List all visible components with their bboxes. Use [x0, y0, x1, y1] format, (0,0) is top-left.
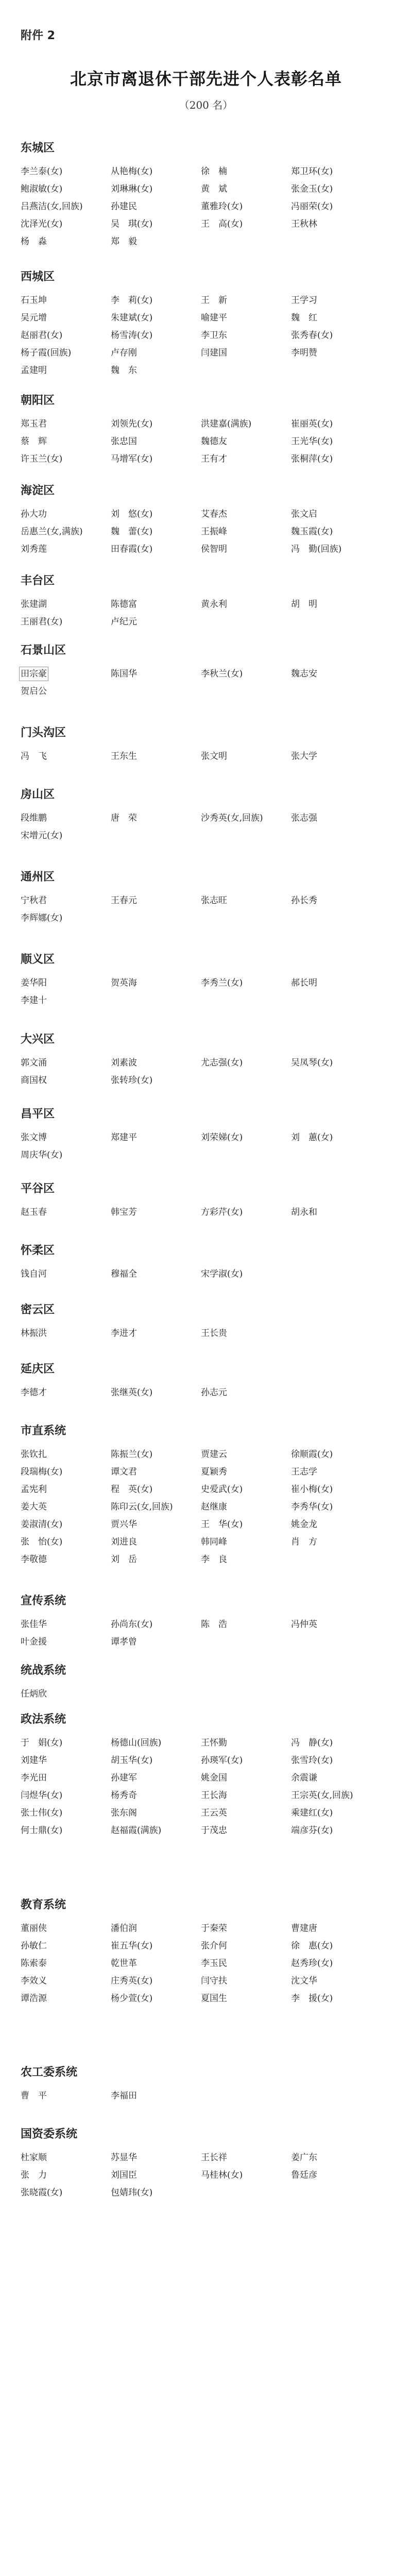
honoree-name: 陈索泰 [21, 1958, 47, 1969]
honoree-name: 蔡 辉 [21, 436, 47, 447]
honoree-name: 卢存刚 [111, 348, 137, 358]
honoree-name: 董丽侠 [21, 1923, 47, 1934]
honoree-name: 闫守扶 [201, 1976, 227, 1986]
honoree-name: 杨 淼 [21, 236, 47, 247]
honoree-name: 鲍淑敏(女) [21, 184, 63, 194]
honoree-name: 李兰泰(女) [21, 166, 63, 177]
honoree-name: 石玉坤 [21, 295, 47, 306]
page-subtitle: （200 名） [179, 99, 233, 111]
section-title: 门头沟区 [21, 726, 66, 739]
section-title: 西城区 [21, 270, 55, 283]
honoree-name: 黄 斌 [201, 184, 227, 194]
honoree-name: 沈文华 [291, 1976, 317, 1986]
honoree-name: 郑卫环(女) [291, 166, 333, 177]
honoree-name: 侯智明 [201, 544, 227, 554]
honoree-name: 李建十 [21, 995, 47, 1006]
honoree-name: 王云英 [201, 1808, 227, 1818]
honoree-name: 穆福全 [111, 1269, 137, 1279]
section-title: 平谷区 [21, 1182, 55, 1195]
honoree-name: 徐 惠(女) [291, 1941, 333, 1951]
honoree-name: 苏显华 [111, 2153, 137, 2163]
honoree-name: 孙瑛军(女) [201, 1755, 243, 1766]
honoree-name: 冯丽荣(女) [291, 201, 333, 212]
honoree-name: 艾春杰 [201, 509, 227, 519]
honoree-name: 周庆华(女) [21, 1150, 63, 1160]
annex-label: 附件 2 [21, 29, 55, 42]
honoree-name: 马增军(女) [111, 454, 153, 464]
section-title: 通州区 [21, 871, 55, 884]
honoree-name: 赵丽君(女) [21, 330, 63, 341]
honoree-name: 林振洪 [21, 1328, 47, 1338]
honoree-name: 曹 平 [21, 2091, 47, 2101]
section-title: 农工委系统 [21, 2066, 78, 2079]
honoree-name: 张 力 [21, 2170, 47, 2180]
honoree-name: 田宗豪 [21, 669, 47, 679]
honoree-name: 郑玉君 [21, 419, 47, 429]
honoree-name: 崔五华(女) [111, 1941, 153, 1951]
honoree-name: 张文启 [291, 509, 317, 519]
honoree-name: 谭浩源 [21, 1993, 47, 2004]
honoree-name: 张继英(女) [111, 1387, 153, 1398]
honoree-name: 岳惠兰(女,满族) [21, 527, 83, 537]
honoree-name: 姜广东 [291, 2153, 317, 2163]
honoree-name: 张 怡(女) [21, 1537, 63, 1547]
honoree-name: 张士伟(女) [21, 1808, 63, 1818]
honoree-name: 杨雪涛(女) [111, 330, 153, 341]
honoree-name: 刘领先(女) [111, 419, 153, 429]
section-title: 昌平区 [21, 1108, 55, 1121]
section-title: 顺义区 [21, 953, 55, 966]
honoree-name: 闫建国 [201, 348, 227, 358]
honoree-name: 崔小梅(女) [291, 1484, 333, 1495]
honoree-name: 夏颖秀 [201, 1467, 227, 1477]
honoree-name: 包婧玮(女) [111, 2188, 153, 2198]
honoree-name: 赵玉春 [21, 1207, 47, 1217]
honoree-name: 张文博 [21, 1132, 47, 1143]
honoree-name: 马桂林(女) [201, 2170, 243, 2180]
honoree-name: 段瑞梅(女) [21, 1467, 63, 1477]
section-title: 教育系统 [21, 1899, 66, 1911]
honoree-name: 王春元 [111, 895, 137, 906]
honoree-name: 李秀兰(女) [201, 978, 243, 988]
honoree-name: 史爱武(女) [201, 1484, 243, 1495]
honoree-name: 田春霞(女) [111, 544, 153, 554]
honoree-name: 李 良 [201, 1554, 227, 1565]
honoree-name: 韩同峰 [201, 1537, 227, 1547]
section-title: 海淀区 [21, 484, 55, 497]
honoree-name: 王 新 [201, 295, 227, 306]
honoree-name: 贾兴华 [111, 1519, 137, 1530]
honoree-name: 段维鹏 [21, 813, 47, 823]
honoree-name: 刘 蕙(女) [291, 1132, 333, 1143]
honoree-name: 张金玉(女) [291, 184, 333, 194]
honoree-name: 王有才 [201, 454, 227, 464]
section-title: 东城区 [21, 142, 55, 155]
honoree-name: 王长贵 [201, 1328, 227, 1338]
honoree-name: 杜家顺 [21, 2153, 47, 2163]
honoree-name: 姚金国 [201, 1773, 227, 1783]
honoree-name: 吴 琪(女) [111, 219, 153, 229]
section-title: 密云区 [21, 1303, 55, 1316]
honoree-name: 王秋林 [291, 219, 317, 229]
honoree-name: 王 高(女) [201, 219, 243, 229]
honoree-name: 张秀春(女) [291, 330, 333, 341]
honoree-name: 刘国臣 [111, 2170, 137, 2180]
honoree-name: 端彦芬(女) [291, 1825, 333, 1836]
honoree-name: 李秀华(女) [291, 1502, 333, 1512]
honoree-name: 冯 飞 [21, 751, 47, 761]
honoree-name: 魏玉霞(女) [291, 527, 333, 537]
honoree-name: 赵福霞(满族) [111, 1825, 162, 1836]
honoree-name: 张佳华 [21, 1619, 47, 1630]
honoree-name: 吴元增 [21, 313, 47, 323]
honoree-name: 王长海 [201, 1790, 227, 1801]
honoree-name: 李进才 [111, 1328, 137, 1338]
honoree-name: 李敬德 [21, 1554, 47, 1565]
honoree-name: 宋增元(女) [21, 831, 63, 841]
honoree-name: 鲁廷彦 [291, 2170, 317, 2180]
honoree-name: 于 娟(女) [21, 1738, 63, 1748]
honoree-name: 姜华阳 [21, 978, 47, 988]
honoree-name: 孙志元 [201, 1387, 227, 1398]
honoree-name: 冯 勤(回族) [291, 544, 342, 554]
honoree-name: 程 英(女) [111, 1484, 153, 1495]
honoree-name: 姚金龙 [291, 1519, 317, 1530]
honoree-name: 宁秋君 [21, 895, 47, 906]
page-title: 北京市离退休干部先进个人表彰名单 [70, 69, 342, 89]
honoree-name: 刘 悠(女) [111, 509, 153, 519]
honoree-name: 王学习 [291, 295, 317, 306]
honoree-name: 陈国华 [111, 669, 137, 679]
honoree-name: 胡玉华(女) [111, 1755, 153, 1766]
honoree-name: 王怀勤 [201, 1738, 227, 1748]
honoree-name: 卢纪元 [111, 617, 137, 627]
honoree-name: 王光华(女) [291, 436, 333, 447]
section-title: 大兴区 [21, 1033, 55, 1046]
honoree-name: 刘素波 [111, 1058, 137, 1068]
honoree-name: 赵秀珍(女) [291, 1958, 333, 1969]
honoree-name: 王宗英(女,回族) [291, 1790, 353, 1801]
honoree-name: 郭文涌 [21, 1058, 47, 1068]
honoree-name: 闫煜华(女) [21, 1790, 63, 1801]
honoree-name: 张东阁 [111, 1808, 137, 1818]
honoree-name: 魏德友 [201, 436, 227, 447]
honoree-name: 杨少萱(女) [111, 1993, 153, 2004]
honoree-name: 任炳欣 [21, 1689, 47, 1699]
honoree-name: 张桐萍(女) [291, 454, 333, 464]
honoree-name: 张忠国 [111, 436, 137, 447]
honoree-name: 方彩芹(女) [201, 1207, 243, 1217]
honoree-name: 李光田 [21, 1773, 47, 1783]
honoree-name: 冯 静(女) [291, 1738, 333, 1748]
honoree-name: 黄永利 [201, 599, 227, 609]
honoree-name: 王丽君(女) [21, 617, 63, 627]
honoree-name: 魏 东 [111, 365, 137, 376]
honoree-name: 朱建斌(女) [111, 313, 153, 323]
honoree-name: 姜淑清(女) [21, 1519, 63, 1530]
honoree-name: 夏国生 [201, 1993, 227, 2004]
honoree-name: 孙敏仁 [21, 1941, 47, 1951]
honoree-name: 张钦扎 [21, 1449, 47, 1460]
honoree-name: 刘建华 [21, 1755, 47, 1766]
honoree-name: 于秦荣 [201, 1923, 227, 1934]
honoree-name: 乘建红(女) [291, 1808, 333, 1818]
section-title: 宣传系统 [21, 1595, 66, 1607]
honoree-name: 杨子霞(回族) [21, 348, 72, 358]
honoree-name: 刘琳琳(女) [111, 184, 153, 194]
honoree-name: 张雪玲(女) [291, 1755, 333, 1766]
honoree-name: 叶金援 [21, 1637, 47, 1647]
honoree-name: 李德才 [21, 1387, 47, 1398]
honoree-name: 从艳梅(女) [111, 166, 153, 177]
honoree-name: 许玉兰(女) [21, 454, 63, 464]
honoree-name: 尤志强(女) [201, 1058, 243, 1068]
honoree-name: 陈印云(女,回族) [111, 1502, 173, 1512]
section-title: 怀柔区 [21, 1244, 55, 1257]
honoree-name: 王东生 [111, 751, 137, 761]
honoree-name: 姜大英 [21, 1502, 47, 1512]
honoree-name: 李效义 [21, 1976, 47, 1986]
honoree-name: 钱自河 [21, 1269, 47, 1279]
honoree-name: 孙建民 [111, 201, 137, 212]
honoree-name: 郝长明 [291, 978, 317, 988]
honoree-name: 刘进良 [111, 1537, 137, 1547]
honoree-name: 李明赞 [291, 348, 317, 358]
honoree-name: 庄秀英(女) [111, 1976, 153, 1986]
honoree-name: 沙秀英(女,回族) [201, 813, 263, 823]
honoree-name: 李福田 [111, 2091, 137, 2101]
honoree-name: 曹建唐 [291, 1923, 317, 1934]
section-title: 延庆区 [21, 1363, 55, 1376]
honoree-name: 董雅玲(女) [201, 201, 243, 212]
section-title: 石景山区 [21, 644, 66, 657]
honoree-name: 张转珍(女) [111, 1075, 153, 1086]
honoree-name: 贺英海 [111, 978, 137, 988]
honoree-name: 刘荣娣(女) [201, 1132, 243, 1143]
honoree-name: 郑建平 [111, 1132, 137, 1143]
honoree-name: 张晓霞(女) [21, 2188, 63, 2198]
honoree-name: 魏 红 [291, 313, 317, 323]
section-title: 政法系统 [21, 1713, 66, 1726]
honoree-name: 唐 荣 [111, 813, 137, 823]
honoree-name: 孙建军 [111, 1773, 137, 1783]
honoree-name: 魏志安 [291, 669, 317, 679]
honoree-name: 魏 蕾(女) [111, 527, 153, 537]
honoree-name: 崔丽英(女) [291, 419, 333, 429]
honoree-name: 李辉娜(女) [21, 913, 63, 923]
honoree-name: 王振峰 [201, 527, 227, 537]
honoree-name: 胡永和 [291, 1207, 317, 1217]
honoree-name: 李秋兰(女) [201, 669, 243, 679]
honoree-name: 吕燕洁(女,回族) [21, 201, 83, 212]
honoree-name: 李卫东 [201, 330, 227, 341]
honoree-name: 陈德富 [111, 599, 137, 609]
honoree-name: 谭文君 [111, 1467, 137, 1477]
honoree-name: 徐 楠 [201, 166, 227, 177]
section-title: 房山区 [21, 788, 55, 801]
honoree-name: 洪建嘉(满族) [201, 419, 252, 429]
honoree-name: 李玉民 [201, 1958, 227, 1969]
honoree-name: 孙大功 [21, 509, 47, 519]
honoree-name: 宋学淑(女) [201, 1269, 243, 1279]
section-title: 市直系统 [21, 1425, 66, 1437]
honoree-name: 赵继康 [201, 1502, 227, 1512]
honoree-name: 刘 岳 [111, 1554, 137, 1565]
honoree-name: 乾世革 [111, 1958, 137, 1969]
honoree-name: 孟建明 [21, 365, 47, 376]
honoree-name: 孟宪利 [21, 1484, 47, 1495]
honoree-name: 张文明 [201, 751, 227, 761]
honoree-name: 沈泽光(女) [21, 219, 63, 229]
honoree-name: 潘伯润 [111, 1923, 137, 1934]
section-title: 朝阳区 [21, 394, 55, 407]
honoree-name: 张志强 [291, 813, 317, 823]
honoree-name: 贾建云 [201, 1449, 227, 1460]
honoree-name: 陈振兰(女) [111, 1449, 153, 1460]
honoree-name: 徐顺霞(女) [291, 1449, 333, 1460]
honoree-name: 孙长秀 [291, 895, 317, 906]
honoree-name: 张介何 [201, 1941, 227, 1951]
section-title: 国资委系统 [21, 2128, 78, 2141]
honoree-name: 王 华(女) [201, 1519, 243, 1530]
honoree-name: 喻建平 [201, 313, 227, 323]
honoree-name: 韩宝芳 [111, 1207, 137, 1217]
honoree-name: 李 莉(女) [111, 295, 153, 306]
honoree-name: 谭孝曾 [111, 1637, 137, 1647]
honoree-name: 孙尚东(女) [111, 1619, 153, 1630]
honoree-name: 何士鼎(女) [21, 1825, 63, 1836]
honoree-name: 肖 方 [291, 1537, 317, 1547]
honoree-name: 杨秀奇 [111, 1790, 137, 1801]
honoree-name: 张志旺 [201, 895, 227, 906]
honoree-name: 张大学 [291, 751, 317, 761]
honoree-name: 贺启公 [21, 686, 47, 697]
honoree-name: 刘秀莲 [21, 544, 47, 554]
honoree-name: 商国权 [21, 1075, 47, 1086]
honoree-name: 胡 明 [291, 599, 317, 609]
honoree-name: 郑 毅 [111, 236, 137, 247]
honoree-name: 杨德山(回族) [111, 1738, 162, 1748]
honoree-name: 王志学 [291, 1467, 317, 1477]
honoree-name: 冯仲英 [291, 1619, 317, 1630]
honoree-name: 李 援(女) [291, 1993, 333, 2004]
section-title: 统战系统 [21, 1664, 66, 1677]
honoree-name: 王长祥 [201, 2153, 227, 2163]
honoree-name: 余震谦 [291, 1773, 317, 1783]
honoree-name: 张建湖 [21, 599, 47, 609]
honoree-name: 于茂忠 [201, 1825, 227, 1836]
honoree-name: 陈 浩 [201, 1619, 227, 1630]
section-title: 丰台区 [21, 574, 55, 587]
honoree-name: 吴凤琴(女) [291, 1058, 333, 1068]
